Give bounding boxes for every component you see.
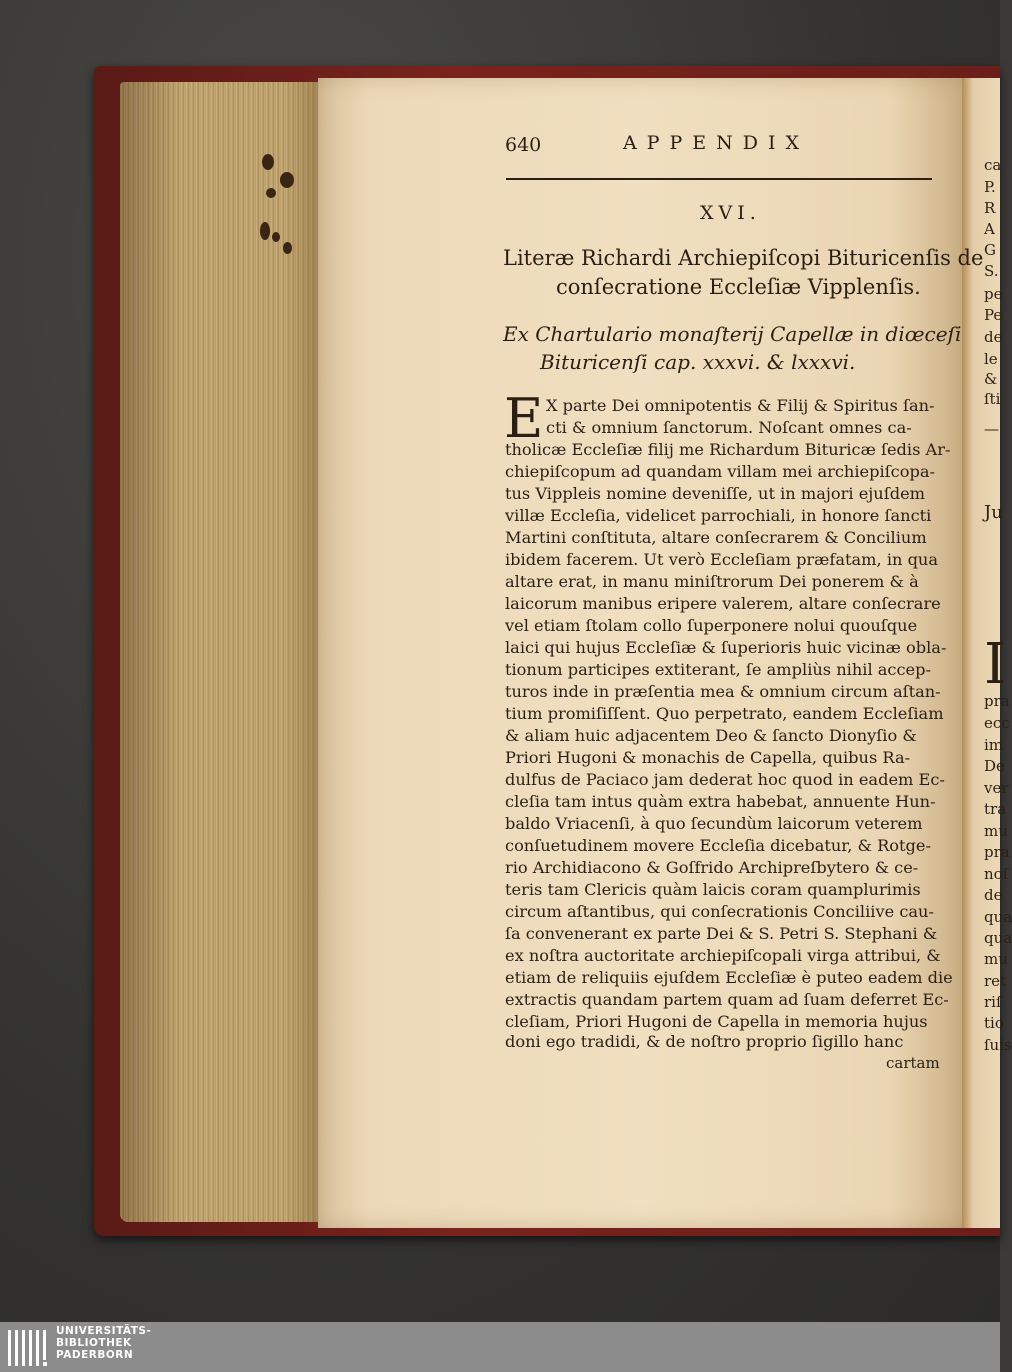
ink-stain bbox=[280, 172, 294, 188]
facing-fragment: pe bbox=[984, 285, 1003, 303]
facing-fragment: S. bbox=[984, 262, 999, 280]
body-line: villæ Eccleſia, videlicet parrochiali, in honore ſancti bbox=[505, 506, 932, 525]
logo-text-line-2: BIBLIOTHEK bbox=[56, 1337, 132, 1349]
body-line: chiepiſcopum ad quandam villam mei archiepiſcopa- bbox=[505, 462, 935, 481]
body-line: cleſiam, Priori Hugoni de Capella in memoria hujus bbox=[505, 1012, 928, 1031]
page-number: 640 bbox=[505, 134, 542, 156]
logo-text-line-1: UNIVERSITÄTS- bbox=[56, 1325, 152, 1337]
ink-stain bbox=[272, 232, 280, 242]
body-line: extractis quandam partem quam ad ſuam deferret Ec- bbox=[505, 990, 949, 1009]
body-line: ſa convenerant ex parte Dei & S. Petri S. Stephani & bbox=[505, 924, 938, 943]
ink-stain bbox=[262, 154, 274, 170]
body-line: tionum participes extiterant, ſe ampliùs nihil accep- bbox=[505, 660, 931, 679]
facing-fragment: de bbox=[984, 886, 1003, 904]
body-line: ex noſtra auctoritate archiepiſcopali virga attribui, & bbox=[505, 946, 941, 965]
body-line: ibidem facerem. Ut verò Eccleſiam præfatam, in qua bbox=[505, 550, 939, 569]
body-line: circum aſtantibus, qui conſecrationis Conciliive cau- bbox=[505, 902, 934, 921]
body-line: teris tam Clericis quàm laicis coram quamplurimis bbox=[505, 880, 921, 899]
body-line: laicorum manibus eripere valerem, altare conſecrare bbox=[505, 594, 941, 613]
facing-fragment: pra bbox=[984, 843, 1010, 861]
body-line: Martini conſtituta, altare conſecrarem & Concilium bbox=[505, 528, 927, 547]
facing-fragment: De bbox=[984, 757, 1005, 775]
body-line: & aliam huic adjacentem Deo & ſancto Dionyſio & bbox=[505, 726, 917, 745]
body-line: tus Vippleis nomine deveniſſe, ut in majori ejuſdem bbox=[505, 484, 926, 503]
facing-fragment: A bbox=[984, 220, 995, 238]
facing-fragment: noſ bbox=[984, 865, 1009, 883]
facing-drop-cap: I bbox=[984, 632, 1007, 697]
facing-fragment: & bbox=[984, 370, 998, 388]
body-line: baldo Vriacenſi, à quo ſecundùm laicorum veterem bbox=[505, 814, 923, 833]
facing-fragment: P. bbox=[984, 178, 996, 196]
facing-fragment: mu bbox=[984, 950, 1008, 968]
library-logo-icon bbox=[6, 1324, 52, 1370]
body-line: cleſia tam intus quàm extra habebat, annuente Hun- bbox=[505, 792, 936, 811]
facing-fragment: ver bbox=[984, 779, 1009, 797]
facing-fragment: qua bbox=[984, 929, 1012, 947]
ink-stain bbox=[260, 222, 270, 240]
running-head: APPENDIX bbox=[623, 132, 810, 154]
facing-fragment: Pe bbox=[984, 306, 1003, 324]
body-line: tium promiſiſſent. Quo perpetrato, eandem Eccleſiam bbox=[505, 704, 944, 723]
facing-fragment: tra bbox=[984, 800, 1007, 818]
header-rule bbox=[506, 178, 932, 180]
logo-text-line-3: PADERBORN bbox=[56, 1349, 134, 1361]
source-line-1: Ex Chartulario monaſterij Capellæ in diœceſi bbox=[503, 322, 962, 346]
body-line: dulfus de Paciaco jam dederat hoc quod in eadem Ec- bbox=[505, 770, 945, 789]
facing-fragment: ſti bbox=[984, 390, 1001, 408]
facing-fragment: Ju bbox=[984, 502, 1003, 523]
facing-fragment: tio bbox=[984, 1014, 1004, 1032]
ink-stain bbox=[283, 242, 292, 254]
body-line: laici qui hujus Eccleſiæ & ſuperioris huic vicinæ obla- bbox=[505, 638, 947, 657]
facing-fragment: mu bbox=[984, 822, 1008, 840]
document-title-line-2: conſecratione Eccleſiæ Vipplenſis. bbox=[556, 275, 921, 299]
ink-stain bbox=[266, 188, 276, 198]
body-line: tholicæ Eccleſiæ filij me Richardum Bituricæ ſedis Ar- bbox=[505, 440, 951, 459]
body-line: Priori Hugoni & monachis de Capella, quibus Ra- bbox=[505, 748, 911, 767]
facing-fragment: le bbox=[984, 350, 998, 368]
drop-cap: E bbox=[504, 387, 544, 450]
body-line: altare erat, in manu miniſtrorum Dei ponerem & à bbox=[505, 572, 919, 591]
facing-fragment: ecc bbox=[984, 714, 1010, 732]
body-line: vel etiam ſtolam collo ſuperponere nolui quouſque bbox=[505, 616, 918, 635]
facing-fragment: G bbox=[984, 241, 996, 259]
facing-fragment: de bbox=[984, 328, 1003, 346]
facing-fragment: — bbox=[984, 420, 999, 438]
body-line: etiam de reliquiis ejuſdem Eccleſiæ è puteo eadem die bbox=[505, 968, 953, 987]
body-line: cti & omnium ſanctorum. Noſcant omnes ca- bbox=[546, 418, 912, 437]
body-line: rio Archidiacono & Goſfrido Archipreſbytero & ce- bbox=[505, 858, 919, 877]
section-number: XVI. bbox=[700, 202, 761, 224]
facing-fragment: ſuis bbox=[984, 1036, 1012, 1054]
body-line: turos inde in præſentia mea & omnium circum aſtan- bbox=[505, 682, 941, 701]
source-line-2: Bituricenſi cap. xxxvi. & lxxxvi. bbox=[540, 350, 856, 374]
document-title-line-1: Literæ Richardi Archiepiſcopi Bituricenſis de bbox=[503, 246, 984, 270]
body-line: doni ego tradidi, & de noſtro proprio ſigillo hanc bbox=[505, 1032, 904, 1051]
body-line: conſuetudinem movere Eccleſia dicebatur, & Rotge- bbox=[505, 836, 931, 855]
facing-fragment: pra bbox=[984, 692, 1010, 710]
facing-fragment: qua bbox=[984, 908, 1012, 926]
body-line: X parte Dei omnipotentis & Filij & Spiritus ſan- bbox=[546, 396, 935, 415]
catchword: cartam bbox=[886, 1054, 940, 1072]
facing-fragment: ca bbox=[984, 156, 1002, 174]
page-edges-shading bbox=[120, 82, 325, 1222]
facing-fragment: riſ bbox=[984, 993, 1002, 1011]
facing-fragment: ret bbox=[984, 972, 1007, 990]
facing-fragment: im bbox=[984, 736, 1004, 754]
page-header bbox=[505, 134, 935, 158]
facing-fragment: R bbox=[984, 199, 996, 217]
library-footer bbox=[0, 1322, 1000, 1372]
